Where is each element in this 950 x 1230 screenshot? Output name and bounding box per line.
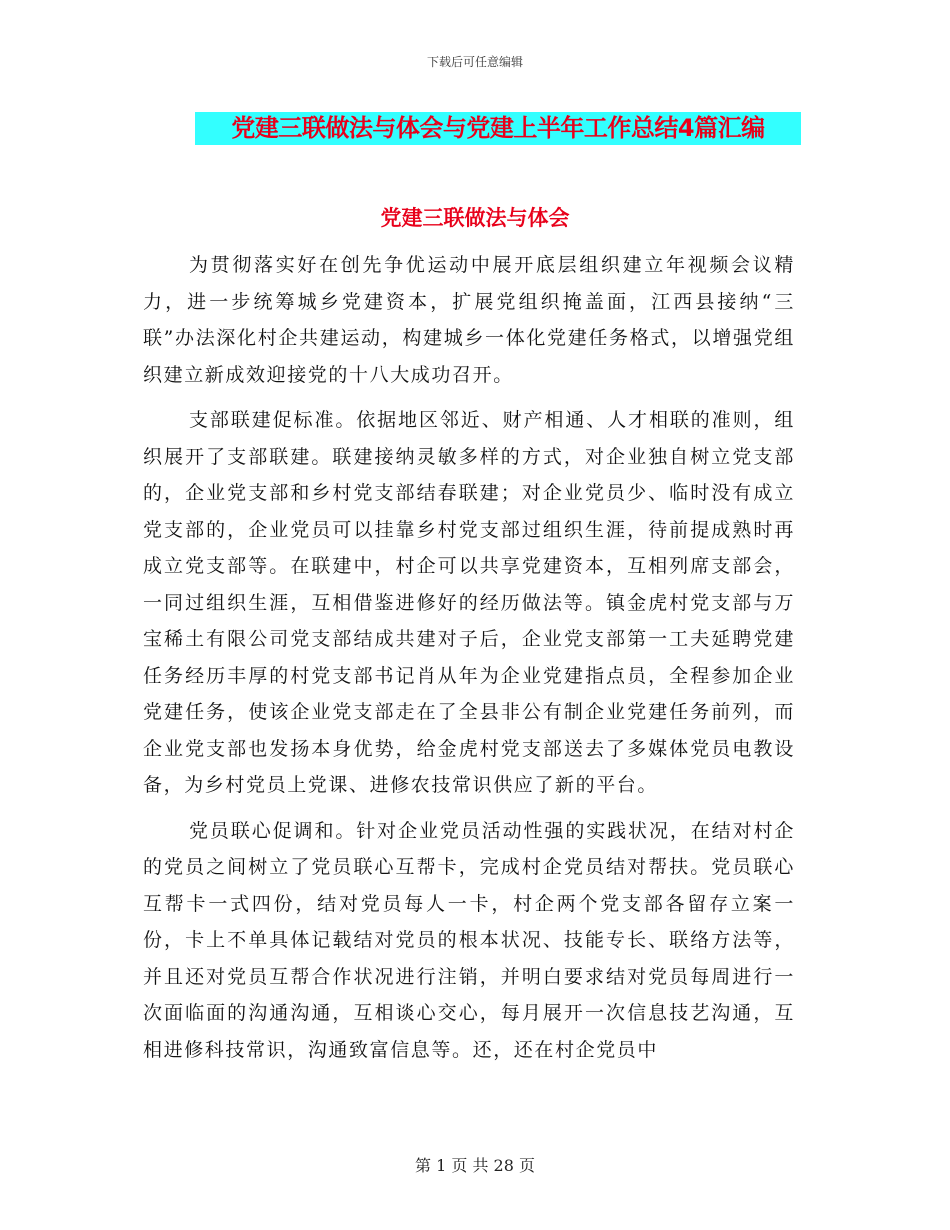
header-note: 下载后可任意编辑 <box>426 55 523 69</box>
paragraph: 支部联建促标准。依据地区邻近、财产相通、人才相联的准则，组织展开了支部联建。联建接纳灵敏多样的方式，对企业独自树立党支部的，企业党支部和乡村党支部结春联建；对企业党员少、临时没有成立党支部的，企业党员可以挂靠乡村党支部过组织生涯，待前提成熟时再成立党支部等。在联建中，村企可以共享党建资本，互相列席支部会，一同过组织生涯，互相借鉴进修好的经历做法等。镇金虎村党支部与万宝稀土有限公司党支部结成共建对子后，企业党支部第一工夫延聘党建任务经历丰厚的村党支部书记肖从年为企业党建指点员，全程参加企业党建任务，使该企业党支部走在了全县非公有制企业党建任务前列，而企业党支部也发扬本身优势，给金虎村党支部送去了多媒体党员电教设备，为乡村党员上党课、进修农技常识供应了新的平台。 <box>143 409 795 796</box>
body-text <box>143 247 795 1077</box>
main-title-highlight <box>195 112 801 145</box>
paragraph: 为贯彻落实好在创先争优运动中展开底层组织建立年视频会议精力，进一步统筹城乡党建资本，扩展党组织掩盖面，江西县接纳“三联”办法深化村企共建运动，构建城乡一体化党建任务格式，以增强党组织建立新成效迎接党的十八大成功召开。 <box>143 254 795 386</box>
paragraph: 党员联心促调和。针对企业党员活动性强的实践状况，在结对村企的党员之间树立了党员联心互帮卡，完成村企党员结对帮扶。党员联心互帮卡一式四份，结对党员每人一卡，村企两个党支部各留存立案一份，卡上不单具体记载结对党员的根本状况、技能专长、联络方法等，并且还对党员互帮合作状况进行注销，并明白要求结对党员每周进行一次面临面的沟通沟通，互相谈心交心，每月展开一次信息技艺沟通，互相进修科技常识，沟通致富信息等。还，还在村企党员中 <box>143 819 795 1061</box>
section-title: 党建三联做法与体会 <box>380 206 570 230</box>
page-footer: 第 1 页 共 28 页 <box>415 1156 535 1175</box>
main-title: 党建三联做法与体会与党建上半年工作总结4篇汇编 <box>231 114 765 142</box>
